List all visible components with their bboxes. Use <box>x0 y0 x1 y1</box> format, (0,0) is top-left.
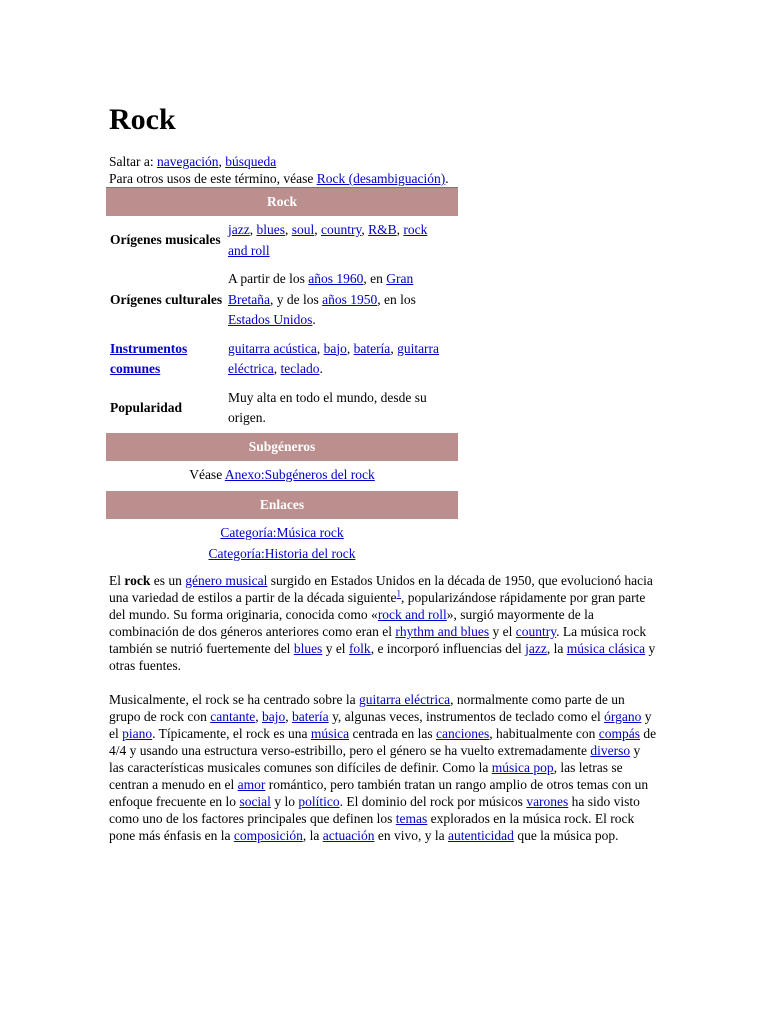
link-rhythm-and-blues[interactable]: rhythm and blues <box>395 624 490 639</box>
link-time-signature[interactable]: compás <box>598 726 640 741</box>
link-singer[interactable]: cantante <box>210 709 256 724</box>
infobox-label: Popularidad <box>110 399 183 415</box>
link-organ[interactable]: órgano <box>604 709 642 724</box>
infobox-label-link <box>106 339 225 380</box>
link-diverse[interactable]: diverso <box>590 743 631 758</box>
link-drums[interactable]: batería <box>353 340 391 356</box>
link-social[interactable]: social <box>239 794 271 809</box>
infobox-label: Orígenes culturales <box>110 291 223 307</box>
link-blues[interactable]: blues <box>256 222 285 237</box>
link-drums[interactable]: batería <box>291 709 329 724</box>
infobox-row-musical-origins <box>106 216 458 265</box>
link-country[interactable]: country <box>321 222 362 237</box>
link-great-britain[interactable]: Gran Bretaña <box>228 271 414 307</box>
infobox <box>106 188 458 570</box>
link-songs[interactable]: canciones <box>436 726 490 741</box>
link-jazz[interactable]: jazz <box>228 222 250 237</box>
jump-prefix: Saltar a: <box>109 154 154 169</box>
link-performance[interactable]: actuación <box>322 828 375 843</box>
link-country[interactable]: country <box>515 624 557 639</box>
link-keyboard[interactable]: teclado <box>280 361 320 376</box>
disambiguation-link[interactable]: Rock (desambiguación) <box>316 171 446 186</box>
infobox-value: Muy alta en todo el mundo, desde su origen. <box>228 389 427 425</box>
infobox-value: A partir de los años 1960, en Gran Bretaña, y de los años 1950, en los Estados Unidos. <box>228 271 416 327</box>
paragraph-music: Musicalmente, el rock se ha centrado sobre la guitarra eléctrica, normalmente como parte de un grupo de rock con cantante, bajo, batería y, algunas veces, instrumentos de teclado como el órgano y el piano. Típicamente, el rock es una música centrada en las canciones, habitualmente con compás de 4/4 y usando una estructura verso-estribillo, pero el género se ha vuelto extremadamente diverso y las características musicales comunes son difíciles de definir. Como la música pop, las letras se centran a menudo en el amor romántico, pero también tratan un rango amplio de otros temas con un enfoque frecuente en lo social y lo político. El dominio del rock por músicos varones ha sido visto como uno de los factores principales que definen los temas explorados en la música rock. El rock pone más énfasis en la composición, la actuación en vivo, y la autenticidad que la música pop. <box>109 692 657 843</box>
jump-links: Saltar a: navegación, búsqueda Para otros usos de este término, véase Rock (desambiguación). <box>109 153 529 187</box>
link-love[interactable]: amor <box>237 777 266 792</box>
link-bass[interactable]: bajo <box>323 340 347 356</box>
link-blues[interactable]: blues <box>293 641 323 656</box>
link-political[interactable]: político <box>298 794 340 809</box>
footnote-link[interactable]: 1 <box>396 588 402 599</box>
infobox-value: guitarra acústica, bajo, batería, guitarra eléctrica, teclado. <box>228 340 440 376</box>
link-rnb[interactable]: R&B <box>368 222 397 237</box>
infobox-row-popularity <box>106 384 458 433</box>
link-composition[interactable]: composición <box>233 828 303 843</box>
subgenres-header: Subgéneros <box>106 433 458 461</box>
subgenres-link[interactable]: Anexo:Subgéneros del rock <box>224 466 375 482</box>
article-body <box>109 572 657 861</box>
link-1960s[interactable]: años 1960 <box>308 271 364 286</box>
infobox-row-instruments <box>106 335 458 384</box>
link-classical-music[interactable]: música clásica <box>566 641 646 656</box>
link-soul[interactable]: soul <box>291 222 315 237</box>
navigation-link[interactable]: navegación <box>156 154 219 169</box>
link-acoustic-guitar[interactable]: guitarra acústica <box>228 340 317 356</box>
link-jazz[interactable]: jazz <box>525 641 547 656</box>
hatnote: Para otros usos de este término, véase Rock (desambiguación). <box>109 171 449 186</box>
link-music[interactable]: música <box>310 726 350 741</box>
link-musical-genre[interactable]: género musical <box>185 573 268 588</box>
infobox-label: Orígenes musicales <box>110 232 221 248</box>
search-link[interactable]: búsqueda <box>225 154 277 169</box>
page-title: Rock <box>109 103 176 136</box>
subgenres-row: Véase Anexo:Subgéneros del rock <box>189 466 375 482</box>
infobox-value: jazz, blues, soul, country, R&B, rock and roll <box>228 222 428 258</box>
infobox-header: Rock <box>106 188 458 216</box>
link-1950s[interactable]: años 1950 <box>322 291 378 307</box>
category-link-rock-history[interactable]: Categoría:Historia del rock <box>208 545 356 561</box>
link-piano[interactable]: piano <box>122 726 153 741</box>
instruments-link[interactable]: Instrumentos comunes <box>110 340 188 376</box>
link-rock-and-roll[interactable]: rock and roll <box>228 222 428 258</box>
link-bass[interactable]: bajo <box>261 709 286 724</box>
links-header: Enlaces <box>106 491 458 519</box>
category-link-rock-music[interactable]: Categoría:Música rock <box>220 525 344 540</box>
link-united-states[interactable]: Estados Unidos <box>228 312 313 327</box>
link-electric-guitar[interactable]: guitarra eléctrica <box>228 340 440 376</box>
paragraph-intro: El rock es un género musical surgido en Estados Unidos en la década de 1950, que evolucionó hacia una variedad de estilos a partir de la década siguiente$^1$, popularizándose rápidamente por gran parte del mundo. Su forma originaria, conocida como «rock and roll», surgió mayormente de la combinación de dos géneros anteriores como eran el rhythm and blues y el country. La música rock también se nutrió fuertemente del blues y el folk, e incorporó influencias del jazz, la música clásica y otras fuentes. <box>109 573 656 673</box>
infobox-row-cultural-origins <box>106 265 458 335</box>
link-males[interactable]: varones <box>526 794 569 809</box>
category-links <box>106 519 458 570</box>
link-rock-and-roll[interactable]: rock and roll <box>377 607 447 622</box>
link-folk[interactable]: folk <box>348 641 371 656</box>
link-authenticity[interactable]: autenticidad <box>447 828 514 843</box>
link-themes[interactable]: temas <box>395 811 428 826</box>
link-pop-music[interactable]: música pop <box>491 760 554 775</box>
link-electric-guitar[interactable]: guitarra eléctrica <box>359 692 451 707</box>
